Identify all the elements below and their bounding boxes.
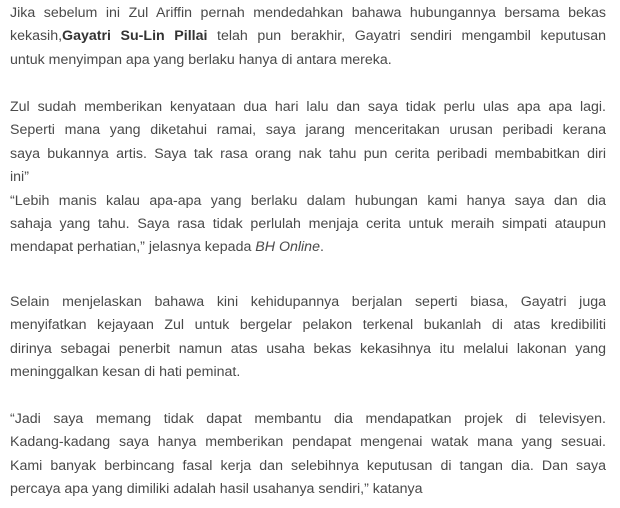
paragraph-line <box>10 49 606 72</box>
text-run: Kadang-kadang saya hanya memberikan pendapat mengenai watak mana yang sesuai. <box>10 434 606 451</box>
paragraph-line <box>10 2 606 25</box>
paragraph-line <box>10 361 606 384</box>
article-paragraph-4 <box>10 408 606 502</box>
text-run: meninggalkan kesan di hati peminat. <box>10 364 241 381</box>
text-run: menyifatkan kejayaan Zul untuk bergelar pelakon terkenal bukanlah di atas kredibiliti <box>10 317 606 334</box>
text-run: untuk menyimpan apa yang berlaku hanya di antara mereka. <box>10 51 392 68</box>
paragraph-line <box>10 408 606 431</box>
paragraph-line <box>10 291 606 314</box>
paragraph-line <box>10 478 606 501</box>
text-run: Kami banyak berbincang fasal kerja dan selebihnya keputusan di tangan dia. Dan saya <box>10 457 606 474</box>
text-run: dirinya sebagai penerbit namun atas usaha bekas kekasihnya itu melalui lakonan yang <box>10 340 606 357</box>
text-run: Selain menjelaskan bahawa kini kehidupannya berjalan seperti biasa, Gayatri juga <box>10 294 606 310</box>
text-run: . <box>319 239 324 256</box>
text-run: Zul sudah memberikan kenyataan dua hari lalu dan saya tidak perlu ulas apa apa lagi. <box>10 99 606 115</box>
paragraph-line <box>10 338 606 361</box>
paragraph-line <box>10 119 606 142</box>
paragraph-line <box>10 431 606 454</box>
text-run: kekasih, <box>10 28 63 45</box>
article-paragraph-3 <box>10 291 606 385</box>
text-run: telah pun berakhir, Gayatri sendiri mengambil keputusan <box>207 28 606 45</box>
paragraph-line <box>10 143 606 166</box>
text-run: mendapat perhatian,” jelasnya kepada <box>10 239 256 256</box>
text-run: “Jadi saya memang tidak dapat membantu dia mendapatkan projek di televisyen. <box>10 411 606 427</box>
paragraph-line <box>10 190 606 213</box>
text-run: saya bukannya artis. Saya tak rasa orang nak tahu pun cerita peribadi membabitkan diri <box>10 145 606 162</box>
article-paragraph-2 <box>10 96 606 260</box>
text-run: “Lebih manis kalau apa-apa yang berlaku dalam hubungan kami hanya saya dan dia <box>10 192 606 209</box>
paragraph-line <box>10 236 606 259</box>
paragraph-line <box>10 455 606 478</box>
paragraph-line <box>10 166 606 189</box>
text-run: sahaja yang tahu. Saya rasa tidak perlulah menjaja cerita untuk meraih simpati ataupun <box>10 216 606 233</box>
paragraph-line <box>10 314 606 337</box>
paragraph-line <box>10 25 606 48</box>
text-run: ini” <box>10 169 29 186</box>
paragraph-line <box>10 96 606 119</box>
publication-name-italic: BH Online <box>255 239 320 256</box>
text-run: Jika sebelum ini Zul Ariffin pernah mendedahkan bahawa hubungannya bersama bekas <box>10 5 606 21</box>
paragraph-line <box>10 213 606 236</box>
text-run: Seperti mana yang diketahui ramai, saya jarang menceritakan urusan peribadi kerana <box>10 122 606 139</box>
article-paragraph-1 <box>10 2 606 72</box>
person-name-bold: Gayatri Su-Lin Pillai <box>62 28 208 45</box>
text-run: percaya apa yang dimiliki adalah hasil usahanya sendiri,” katanya <box>10 481 423 498</box>
